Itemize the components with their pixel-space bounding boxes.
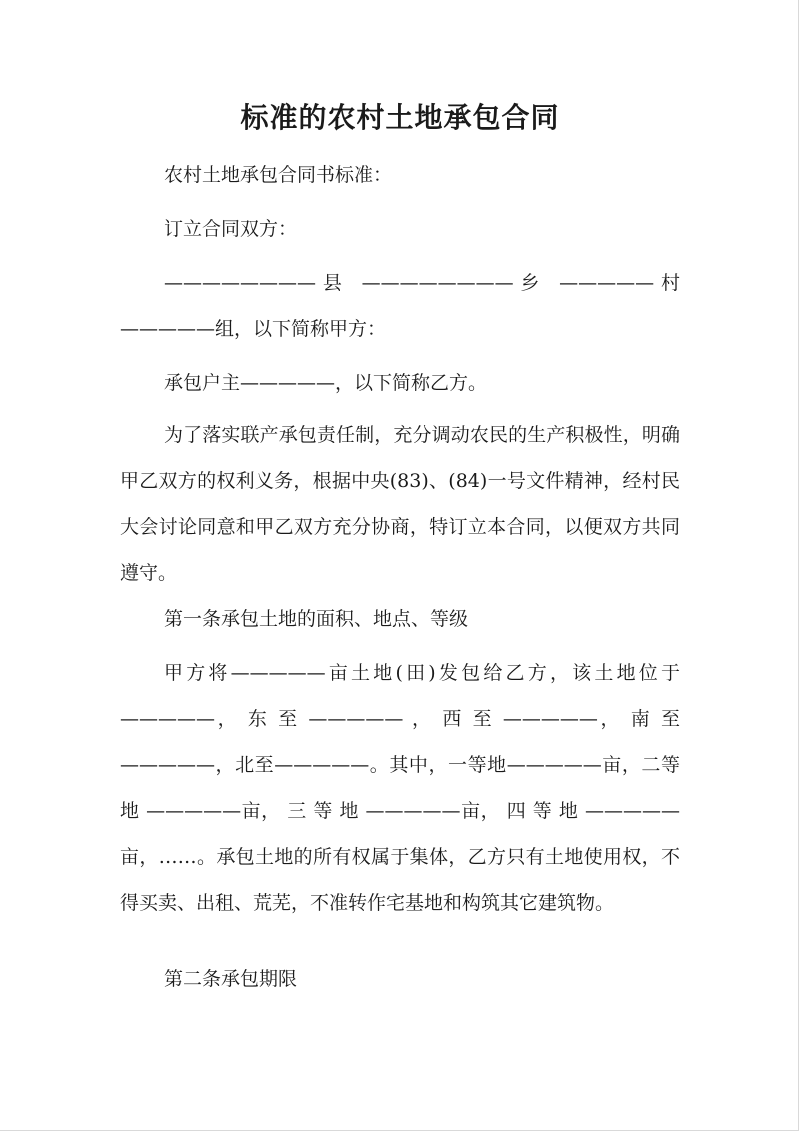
- document-title: 标准的农村土地承包合同: [240, 101, 560, 134]
- paragraph-party-b: 承包户主—————，以下简称乙方。: [164, 372, 488, 394]
- section-heading-article-1: 第一条承包土地的面积、地点、等级: [164, 608, 469, 630]
- paragraph-purpose: 为了落实联产承包责任制，充分调动农民的生产积极性，明确甲乙双方的权利义务，根据中央(83)、(84)一号文件精神，经村民大会讨论同意和甲乙双方充分协商，特订立本合同，以便双方共同遵守。: [120, 424, 680, 584]
- paragraph-parties: 订立合同双方：: [164, 218, 298, 240]
- paragraph-party-a: ————————县 ————————乡 —————村 —————组，以下简称甲方：: [120, 272, 680, 340]
- section-heading-article-2: 第二条承包期限: [164, 968, 298, 990]
- paragraph-article-1-body: 甲方将—————亩土地(田)发包给乙方，该土地位于—————， 东 至 ————— ， 西 至 —————， 南 至 —————，北至—————。其中，一等地—————亩，二等地 —————亩， 三 等 地 —————亩， 四 等 地 —————亩，……。承包土地的所有权属于集体，乙方只有土地使用权，不得买卖、出租、荒芜，不准转作宅基地和构筑其它建筑物。: [120, 662, 680, 914]
- paragraph-contract-standard: 农村土地承包合同书标准：: [164, 164, 393, 186]
